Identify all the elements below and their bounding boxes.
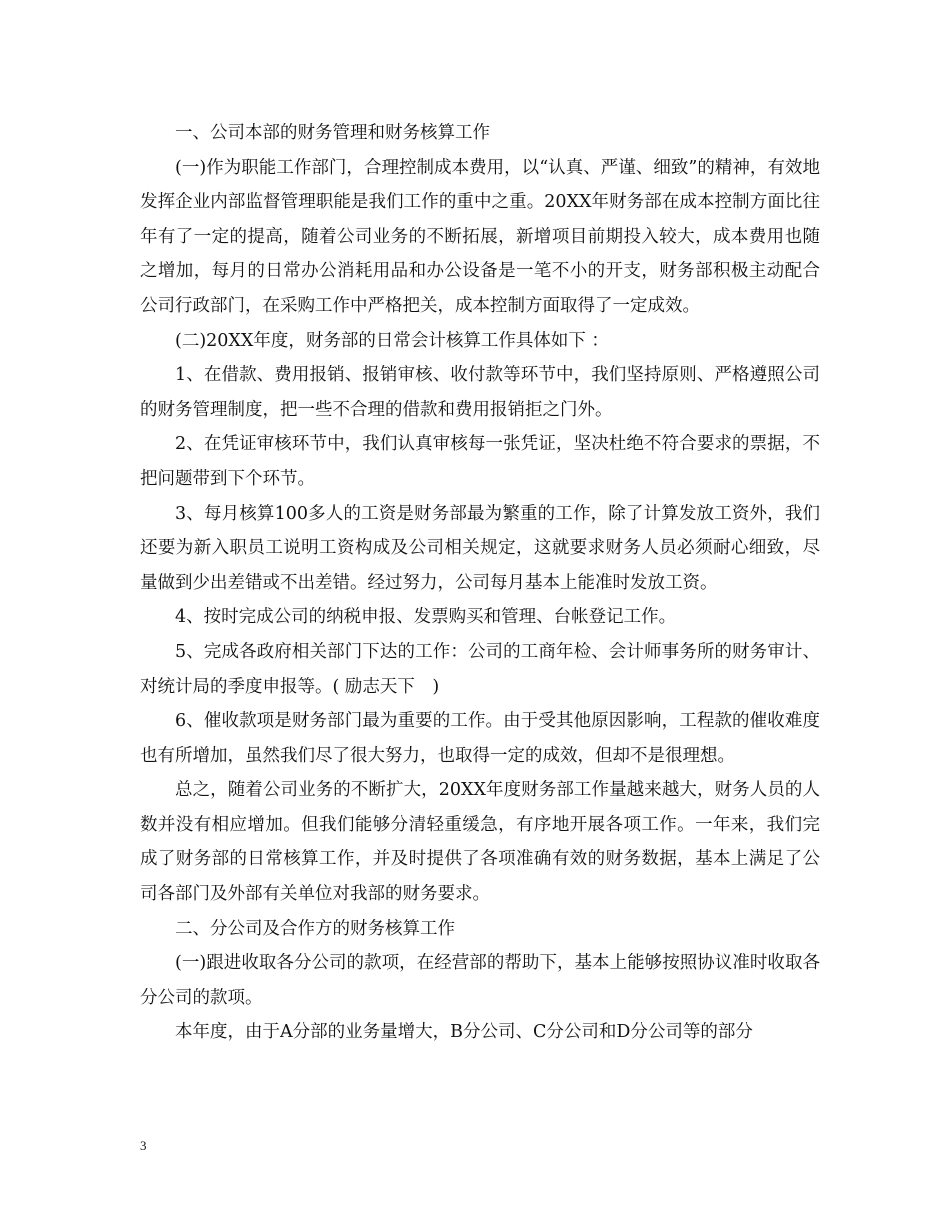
list-item-6: 6、催收款项是财务部门最为重要的工作。由于受其他原因影响，工程款的催收难度也有所增加，虽然我们尽了很大努力，也取得一定的成效，但却不是很理想。 <box>140 711 820 766</box>
section-heading-2: 二、分公司及合作方的财务核算工作 <box>175 918 455 939</box>
document-body <box>140 116 820 1050</box>
paragraph-cost-control: (一)作为职能工作部门，合理控制成本费用，以“认真、严谨、细致”的精神，有效地发挥企业内部监督管理职能是我们工作的重中之重。20XX年财务部在成本控制方面比往年有了一定的提高，随着公司业务的不断拓展，新增项目前期投入较大，成本费用也随之增加，每月的日常办公消耗用品和办公设备是一笔不小的开支，财务部积极主动配合公司行政部门，在采购工作中严格把关，成本控制方面取得了一定成效。 <box>140 157 820 316</box>
paragraph-daily-accounting-intro: (二)20XX年度，财务部的日常会计核算工作具体如下 ： <box>175 330 609 351</box>
list-item-3: 3、每月核算100多人的工资是财务部最为繁重的工作，除了计算发放工资外，我们还要为新入职员工说明工资构成及公司相关规定，这就要求财务人员必须耐心细致，尽量做到少出差错或不出差错。经过努力，公司每月基本上能准时发放工资。 <box>140 503 820 593</box>
paragraph-summary: 总之，随着公司业务的不断扩大，20XX年度财务部工作量越来越大，财务人员的人数并没有相应增加。但我们能够分清轻重缓急，有序地开展各项工作。一年来，我们完成了财务部的日常核算工作，并及时提供了各项准确有效的财务数据，基本上满足了公司各部门及外部有关单位对我部的财务要求。 <box>140 780 820 905</box>
section-heading-1: 一、公司本部的财务管理和财务核算工作 <box>175 123 490 143</box>
page-number: 3 <box>140 1138 147 1153</box>
paragraph-collection: (一)跟进收取各分公司的款项，在经营部的帮助下，基本上能够按照协议准时收取各分公司的款项。 <box>140 953 820 1008</box>
list-item-4: 4、按时完成公司的纳税申报、发票购买和管理、台帐登记工作。 <box>175 607 677 628</box>
list-item-2: 2、在凭证审核环节中，我们认真审核每一张凭证，坚决杜绝不符合要求的票据，不把问题带到下个环节。 <box>140 434 820 489</box>
paragraph-this-year: 本年度，由于A分部的业务量增大，B分公司、C分公司和D分公司等的部分 <box>175 1022 753 1043</box>
list-item-5: 5、完成各政府相关部门下达的工作：公司的工商年检、会计师事务所的财务审计、对统计局的季度申报等。( 励志天下 ) <box>140 641 820 697</box>
list-item-1: 1、在借款、费用报销、报销审核、收付款等环节中，我们坚持原则、严格遵照公司的财务管理制度，把一些不合理的借款和费用报销拒之门外。 <box>140 365 820 420</box>
